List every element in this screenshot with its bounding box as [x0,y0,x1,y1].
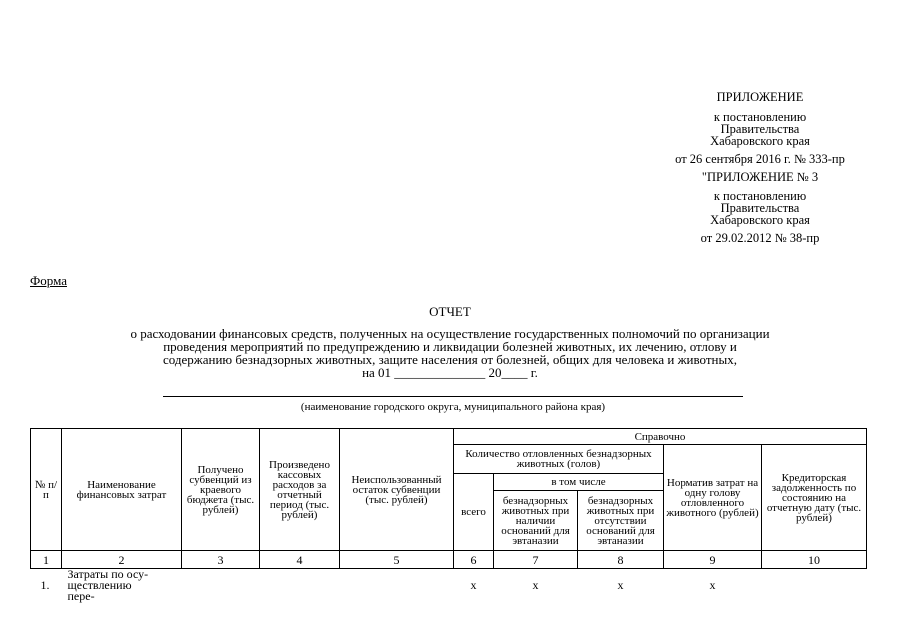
header-spent: Произведено кассовых расходов за отчетный период (тыс. рублей) [260,429,340,551]
header-reference: Справочно [454,429,867,445]
header-debt: Кредиторская задолженность по состоянию на отчетную дату (тыс. рублей) [762,445,867,551]
header-num: № п/п [31,429,62,551]
header-euthanasia-yes: безнадзорных животных при наличии оснований для эвтаназии [494,491,578,551]
header-unused: Неиспользованный остаток субвенции (тыс. рублей) [340,429,454,551]
col-number: 8 [578,551,664,569]
header-name: Наименование финансовых затрат [62,429,182,551]
table-row [31,569,867,603]
row-cell-7: х [532,578,539,592]
header-received: Получено субвенций из краевого бюджета (тыс. рублей) [182,429,260,551]
row-cell [260,569,340,603]
form-label: Форма [30,273,67,288]
header-including: в том числе [494,474,664,491]
row-cell [762,569,867,603]
header-total: всего [454,474,494,551]
name-underline [163,396,743,397]
col-number: 7 [494,551,578,569]
row-cell-6: х [470,578,477,592]
appendix-line: к постановлению [713,189,807,203]
col-number: 3 [182,551,260,569]
col-number: 4 [260,551,340,569]
appendix-line: Хабаровского края [710,213,810,227]
row-cell [182,569,260,603]
report-table [30,428,867,602]
row-cell-9: х [709,578,716,592]
row-cell-8: х [617,578,624,592]
appendix-line: Правительства [720,201,800,215]
report-subtitle-line: содержанию безнадзорных животных, защите населения от болезней, общих для человека и животных, [162,352,738,367]
appendix-line: от 29.02.2012 № 38-пр [700,231,820,245]
report-date-line: на 01 ______________ 20____ г. [362,365,538,380]
name-caption: (наименование городского округа, муниципального района края) [300,401,606,413]
appendix-line: Правительства [720,122,800,136]
header-norm: Норматив затрат на одну голову отловленного животного (рублей) [664,445,762,551]
header-caught-count: Количество отловленных безнадзорных животных (голов) [454,445,664,474]
column-number-row [31,551,867,569]
report-subtitle-line: проведения мероприятий по предупреждению и ликвидации болезней животных, их лечению, отлову и [163,339,737,354]
appendix-line: Хабаровского края [710,134,810,148]
row-cell [340,569,454,603]
row-name: Затраты по осу-ществлению пере- [67,567,149,603]
col-number: 6 [454,551,494,569]
report-title-block [40,305,860,379]
header-euthanasia-no: безнадзорных животных при отсутствии оснований для эвтаназии [578,491,664,551]
appendix-line: ПРИЛОЖЕНИЕ [716,90,804,104]
col-number: 5 [340,551,454,569]
col-number: 10 [762,551,867,569]
report-title: ОТЧЕТ [429,304,471,319]
appendix-line: к постановлению [713,110,807,124]
col-number: 9 [664,551,762,569]
row-num: 1. [40,578,50,592]
appendix-line: от 26 сентября 2016 г. № 333-пр [675,152,845,166]
appendix-line: "ПРИЛОЖЕНИЕ № 3 [701,170,819,184]
report-subtitle-line: о расходовании финансовых средств, полученных на осуществление государственных полномочий по организации [130,326,770,341]
appendix-header [600,91,905,244]
col-number: 1 [31,551,62,569]
col-number: 2 [62,551,182,569]
